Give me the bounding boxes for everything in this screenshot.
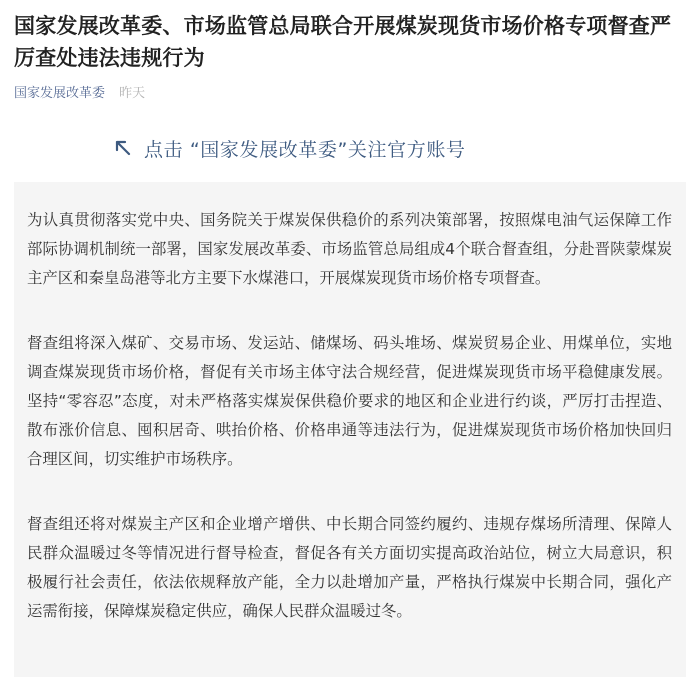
article-meta xyxy=(14,85,145,103)
article-content xyxy=(14,182,686,677)
article-paragraph: 督查组还将对煤炭主产区和企业增产增供、中长期合同签约履约、违规存煤场所清理、保障人民群众温暖过冬等情况进行督导检查，督促各有关方面切实提高政治站位，树立大局意识，积极履行社会责任，依法依规释放产能，全力以赴增加产量，严格执行煤炭中长期合同，强化产运需衔接，保障煤炭稳定供应，确保人民群众温暖过冬。 xyxy=(27,515,672,620)
arrow-up-left-icon xyxy=(114,139,132,157)
article-title: 国家发展改革委、市场监管总局联合开展煤炭现货市场价格专项督查严厉查处违法违规行为 xyxy=(14,14,672,70)
article-paragraph: 督查组将深入煤矿、交易市场、发运站、储煤场、码头堆场、煤炭贸易企业、用煤单位，实地调查煤炭现货市场价格，督促有关市场主体守法合规经营，促进煤炭现货市场平稳健康发展。坚持“零容忍”态度，对未严格落实煤炭保供稳价要求的地区和企业进行约谈，严厉打击捏造、散布涨价信息、囤积居奇、哄抬价格、价格串通等违法行为，促进煤炭现货市场价格加快回归合理区间，切实维护市场秩序。 xyxy=(27,334,672,468)
follow-official-account-banner[interactable] xyxy=(114,133,466,163)
publish-time: 昨天 xyxy=(119,86,146,101)
follow-banner-text: 点击 “国家发展改革委”关注官方账号 xyxy=(144,138,466,161)
article-paragraph: 为认真贯彻落实党中央、国务院关于煤炭保供稳价的系列决策部署，按照煤电油气运保障工作部际协调机制统一部署，国家发展改革委、市场监管总局组成4个联合督查组，分赴晋陕蒙煤炭主产区和秦皇岛港等北方主要下水煤港口，开展煤炭现货市场价格专项督查。 xyxy=(27,211,672,287)
account-name-link[interactable]: 国家发展改革委 xyxy=(14,86,106,101)
